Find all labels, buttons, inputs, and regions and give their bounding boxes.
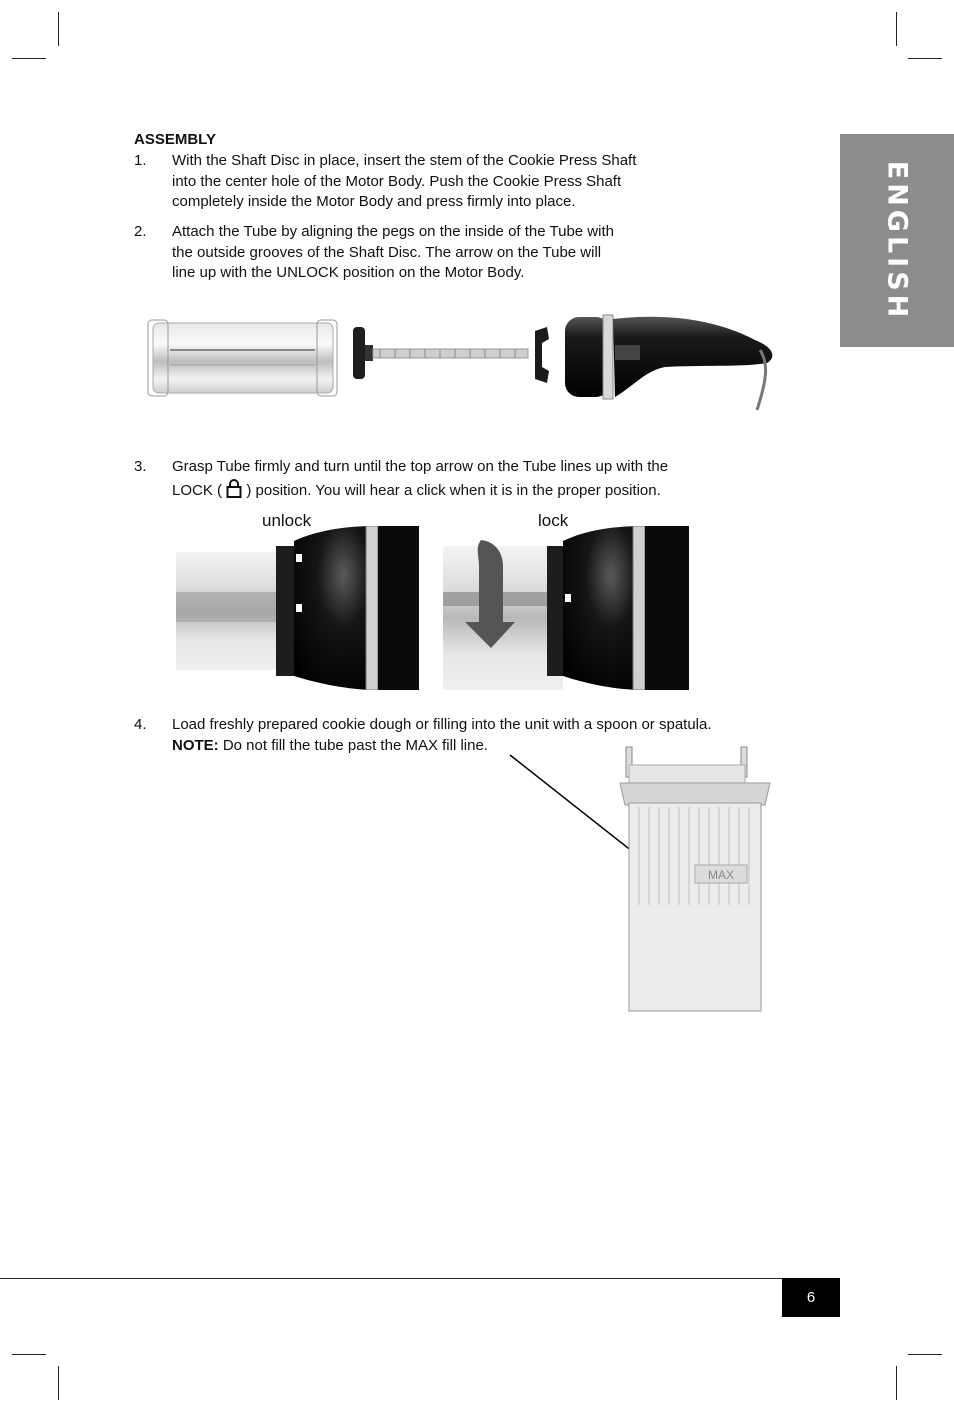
assembly-exploded-illustration [145, 305, 785, 420]
max-fill-label: MAX [707, 868, 735, 882]
unlock-position-illustration [176, 526, 419, 690]
page-number-box [782, 1278, 840, 1317]
crop-mark [908, 58, 942, 59]
step-text-line: into the center hole of the Motor Body. Push the Cookie Press Shaft [172, 172, 622, 190]
step-number: 2. [134, 223, 147, 240]
note-text: Do not fill the tube past the MAX fill line. [218, 736, 488, 754]
lock-position-illustration [443, 526, 689, 690]
language-tab-label: ENGLISH [881, 160, 913, 321]
crop-mark [896, 1366, 897, 1400]
step-text-line: Attach the Tube by aligning the pegs on the inside of the Tube with [172, 223, 614, 240]
crop-mark [58, 1366, 59, 1400]
crop-mark [12, 58, 46, 59]
step-text-line: Grasp Tube firmly and turn until the top arrow on the Tube lines up with the [172, 458, 669, 475]
step-text-line: With the Shaft Disc in place, insert the stem of the Cookie Press Shaft [172, 152, 637, 169]
step-text-line: completely inside the Motor Body and press firmly into place. [172, 193, 576, 210]
tube-illustration [148, 320, 337, 396]
shaft-illustration [353, 327, 528, 379]
lock-label: lock [538, 511, 569, 530]
motor-body-illustration [565, 315, 772, 410]
step-text-line: Load freshly prepared cookie dough or filling into the unit with a spoon or spatula. [172, 716, 712, 733]
language-tab [840, 134, 954, 347]
step-1 [134, 151, 694, 213]
step-text-fragment: LOCK ( [172, 481, 223, 499]
step-text-line-2 [172, 478, 668, 502]
unlock-label: unlock [262, 511, 312, 530]
max-fill-tube-illustration [505, 745, 775, 1015]
step-number: 4. [134, 716, 147, 733]
lock-icon [226, 478, 242, 498]
page-number: 6 [806, 1289, 816, 1306]
step-number: 3. [134, 458, 147, 475]
disc-ring-illustration [535, 327, 549, 383]
step-number: 1. [134, 152, 147, 169]
crop-mark [908, 1354, 942, 1355]
footer-rule [0, 1278, 840, 1279]
crop-mark [896, 12, 897, 46]
crop-mark [58, 12, 59, 46]
step-text-line: the outside grooves of the Shaft Disc. The arrow on the Tube will [172, 243, 602, 261]
step-3 [134, 457, 754, 502]
note-label: NOTE: [172, 736, 219, 754]
section-heading: ASSEMBLY [134, 131, 216, 148]
step-text-line: line up with the UNLOCK position on the Motor Body. [172, 264, 525, 281]
crop-mark [12, 1354, 46, 1355]
step-text-fragment: ) position. You will hear a click when it is in the proper position. [246, 481, 661, 499]
step-2 [134, 222, 694, 284]
